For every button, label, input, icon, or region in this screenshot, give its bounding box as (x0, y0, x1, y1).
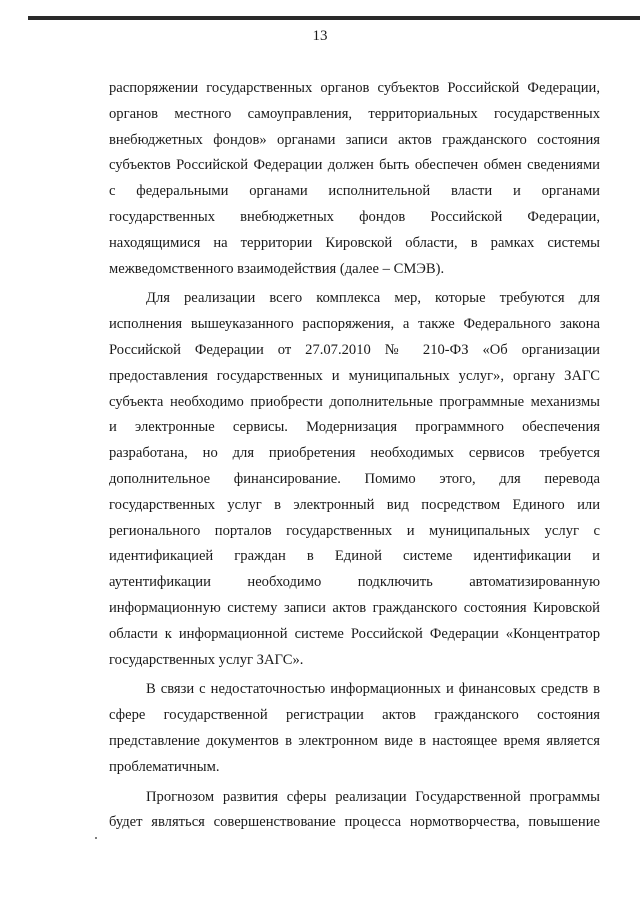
text-line: проблематичным. (109, 758, 220, 775)
scan-artifact-dot (95, 837, 97, 839)
text-line: государственных внебюджетных фондов Российской Федерации, (109, 208, 600, 225)
text-line: органов местного самоуправления, территориальных государственных (109, 105, 600, 122)
text-line: субъектов Российской Федерации должен быть обеспечен обмен сведениями (109, 157, 600, 174)
page-number: 13 (312, 28, 328, 44)
paragraph (109, 677, 600, 780)
text-line: идентификацией граждан в Единой системе идентификации и (109, 548, 600, 565)
text-line: сфере государственной регистрации актов гражданского состояния (109, 707, 600, 724)
text-line: информационную систему записи актов гражданского состояния Кировской (109, 599, 600, 616)
text-line: субъекта необходимо приобрести дополнительные программные механизмы (109, 393, 600, 410)
page-text (109, 76, 600, 836)
text-line: представление документов в электронном виде в настоящее время является (109, 732, 600, 749)
text-line: межведомственного взаимодействия (далее – СМЭВ). (109, 260, 445, 277)
text-line: будет являться совершенствование процесса нормотворчества, повышение (109, 814, 600, 831)
text-line: разработана, но для приобретения необходимых сервисов требуется (109, 445, 600, 462)
text-line: находящимися на территории Кировской области, в рамках системы (109, 234, 600, 251)
text-line: аутентификации необходимо подключить автоматизированную (109, 574, 600, 591)
text-line: области к информационной системе Российской Федерации «Концентратор (109, 625, 600, 642)
text-line: предоставления государственных и муниципальных услуг», органу ЗАГС (109, 367, 600, 384)
text-line: с федеральными органами исполнительной власти и органами (109, 183, 600, 200)
text-line: В связи с недостаточностью информационных и финансовых средств в (146, 681, 600, 698)
text-line: Для реализации всего комплекса мер, которые требуются для (146, 290, 600, 307)
text-line: распоряжении государственных органов субъектов Российской Федерации, (109, 80, 600, 96)
text-line: и электронные сервисы. Модернизация программного обеспечения (109, 419, 600, 436)
top-rule (28, 16, 640, 20)
text-line: исполнения вышеуказанного распоряжения, а также Федерального закона (109, 316, 600, 333)
text-line: Прогнозом развития сферы реализации Государственной программы (146, 788, 600, 805)
paragraph (109, 785, 600, 837)
text-line: дополнительное финансирование. Помимо этого, для перевода (109, 470, 600, 487)
text-line: регионального порталов государственных и муниципальных услуг с (109, 522, 600, 539)
text-line: государственных услуг в электронный вид посредством Единого или (109, 496, 600, 513)
text-line: государственных услуг ЗАГС». (109, 651, 304, 668)
text-line: Российской Федерации от 27.07.2010 № 210-ФЗ «Об организации (109, 341, 600, 358)
text-line: внебюджетных фондов» органами записи актов гражданского состояния (109, 131, 600, 148)
paragraph (109, 76, 600, 282)
paragraph (109, 286, 600, 673)
